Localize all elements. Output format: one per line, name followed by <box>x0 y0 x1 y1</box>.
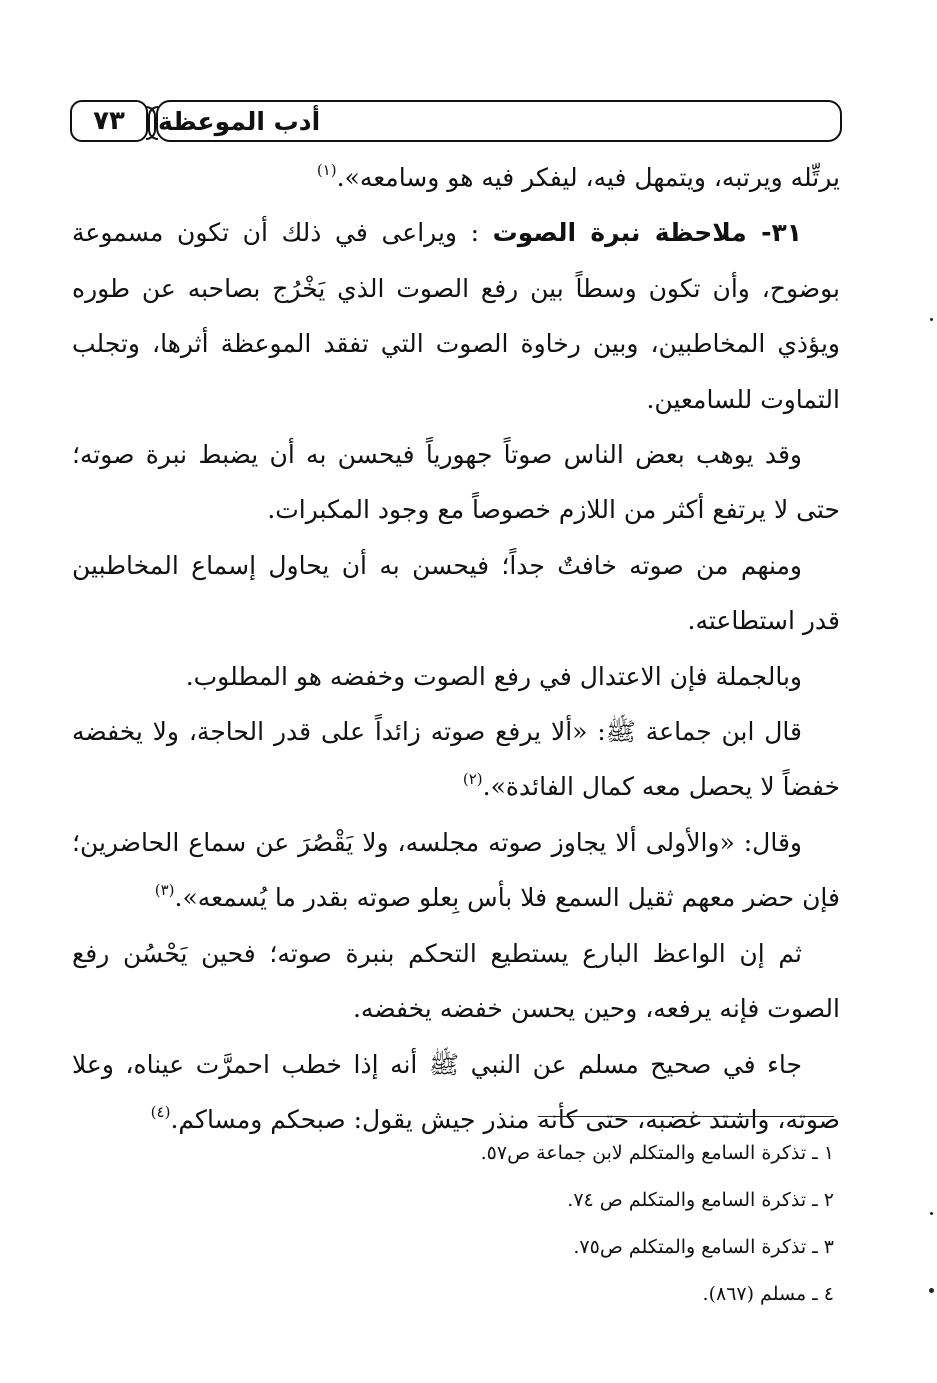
paragraph-text: : ويراعى في ذلك أن تكون مسموعة بوضوح، وأن تكون وسطاً بين رفع الصوت الذي يَخْرُج بصاحبه عن طوره ويؤذي المخاطبين، وبين رخاوة الصوت التي تفقد الموعظة أثرها، وتجلب التماوت للسامعين. <box>72 218 840 414</box>
paragraph-text: ثم إن الواعظ البارع يستطيع التحكم بنبرة صوته؛ فحين يَحْسُن رفع الصوت فإنه يرفعه، وحين يحسن خفضه يخفضه. <box>72 938 840 1024</box>
paragraph <box>72 205 840 427</box>
footnote-divider <box>538 1116 834 1117</box>
scan-speck <box>929 1288 934 1293</box>
paragraph <box>72 926 840 1037</box>
paragraph-text: يرتِّله ويرتبه، ويتمهل فيه، ليفكر فيه هو وسامعه». <box>336 163 840 192</box>
scan-speck <box>930 1212 933 1215</box>
paragraph <box>72 427 840 538</box>
page-number: ٧٣ <box>70 100 148 142</box>
paragraph <box>72 649 840 704</box>
footnote: ٣ ـ تذكرة السامع والمتكلم ص٧٥. <box>573 1236 834 1258</box>
paragraph-text: وقد يوهب بعض الناس صوتاً جهورياً فيحسن به أن يضبط نبرة صوته؛ حتى لا يرتفع أكثر من اللازم خصوصاً مع وجود المكبرات. <box>72 440 840 525</box>
paragraph-text: وبالجملة فإن الاعتدال في رفع الصوت وخفضه هو المطلوب. <box>185 661 802 691</box>
footnote-ref: (١) <box>316 160 337 179</box>
footnote: ١ ـ تذكرة السامع والمتكلم لابن جماعة ص٥٧. <box>480 1142 834 1164</box>
footnote-ref: (٣) <box>154 880 175 899</box>
paragraph-text: جاء في صحيح مسلم عن النبي ﷺ أنه إذا خطب احمرَّت عيناه، وعلا صوته، واشتد غضبه، حتى كأنه منذر جيش يقول: صبحكم ومساكم. <box>72 1049 840 1134</box>
scan-speck <box>930 318 933 321</box>
body-text <box>72 150 840 1147</box>
running-title-box <box>156 100 842 142</box>
footnotes <box>134 1130 834 1318</box>
footnote: ٤ ـ مسلم (٨٦٧). <box>702 1283 834 1305</box>
running-title: أدب الموعظة <box>158 106 321 136</box>
page-header <box>70 98 842 150</box>
footnote-ref: (٤) <box>150 1102 171 1121</box>
paragraph-text: قال ابن جماعة ﷺ: «ألا يرفع صوته زائداً على قدر الحاجة، ولا يخفضه خفضاً لا يحصل معه كمال الفائدة». <box>72 717 840 802</box>
paragraph <box>72 704 840 815</box>
paragraph <box>72 815 840 926</box>
paragraph-text: ومنهم من صوته خافتٌ جداً؛ فيحسن به أن يحاول إسماع المخاطبين قدر استطاعته. <box>72 550 840 636</box>
paragraph-text: وقال: «والأولى ألا يجاوز صوته مجلسه، ولا يَقْصُرَ عن سماع الحاضرين؛ فإن حضر معهم ثقيل السمع فلا بأس بِعلو صوته بقدر ما يُسمعه». <box>72 827 840 913</box>
paragraph <box>72 150 840 205</box>
section-heading: ٣١- ملاحظة نبرة الصوت <box>492 218 802 248</box>
footnote-ref: (٢) <box>462 770 483 789</box>
footnote: ٢ ـ تذكرة السامع والمتكلم ص ٧٤. <box>567 1189 834 1211</box>
paragraph <box>72 538 840 649</box>
